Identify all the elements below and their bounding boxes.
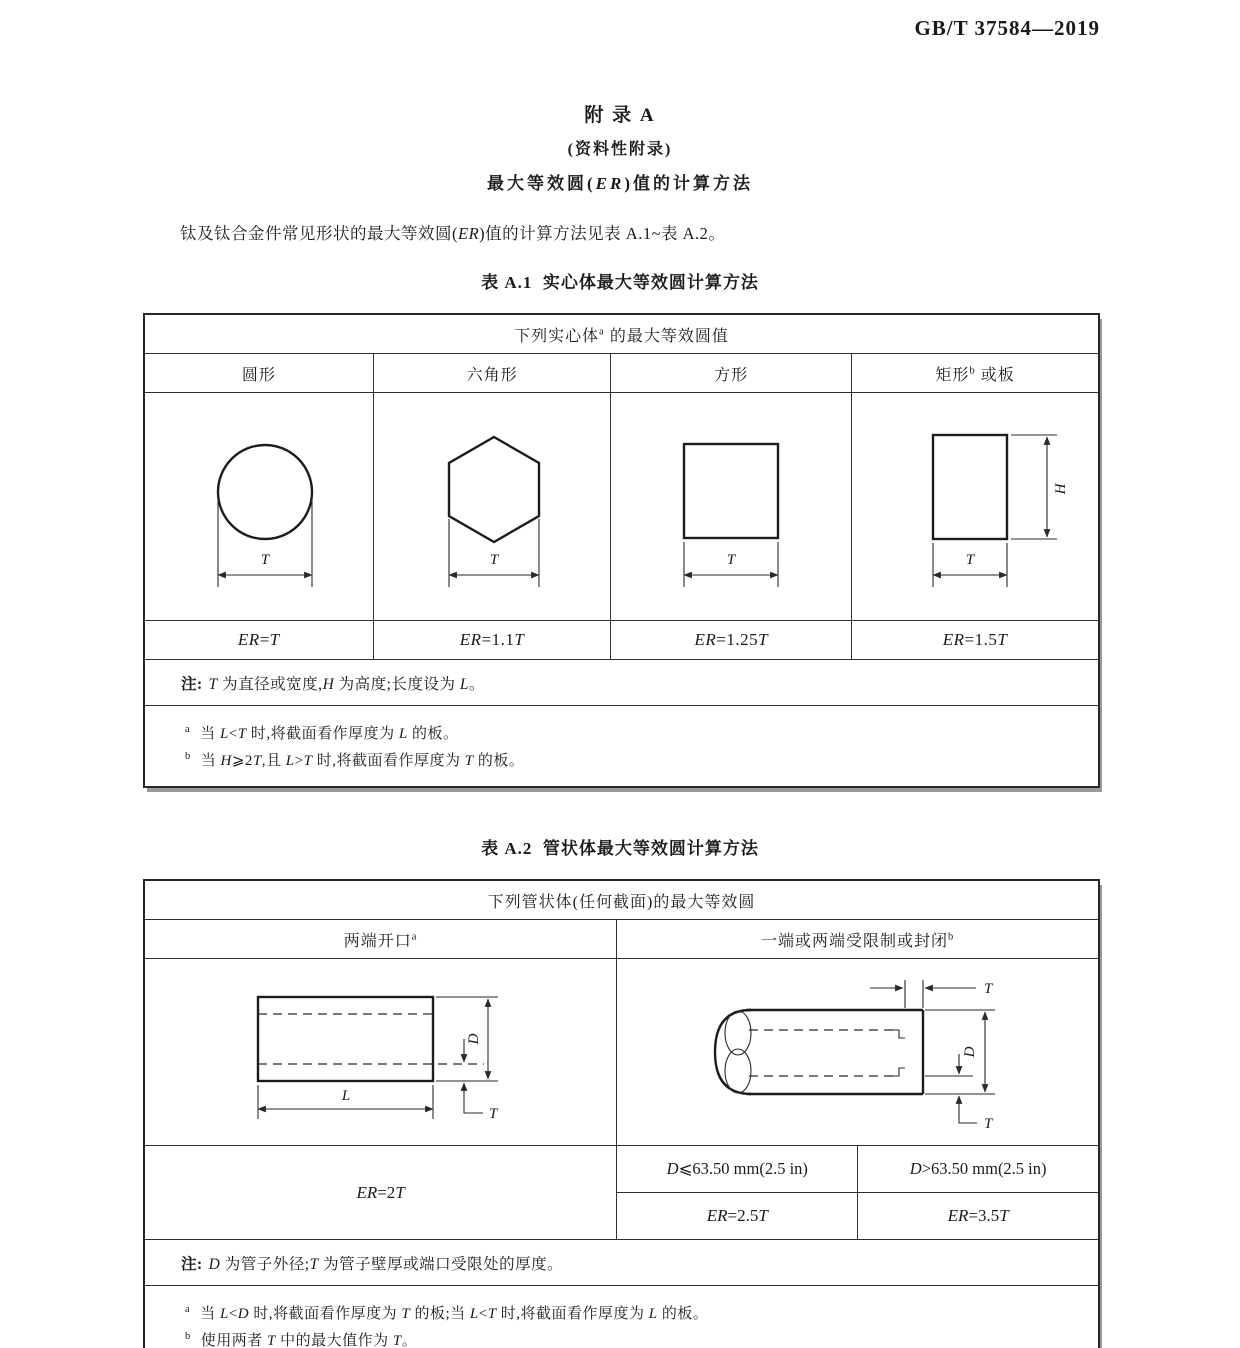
dim-label-t: T xyxy=(727,551,736,568)
dim-label-t: T xyxy=(489,551,498,568)
column-label: 圆形 xyxy=(241,366,276,384)
footnote-text: 当 H⩾2T,且 L>T 时,将截面看作厚度为 T 的板。 xyxy=(200,753,525,769)
note-text: D 为管子外径;T 为管子壁厚或端口受限处的厚度。 xyxy=(208,1255,564,1273)
condition-small-diameter: D⩽63.50 mm(2.5 in) xyxy=(617,1146,858,1193)
rectangle-diagram-cell xyxy=(852,393,1099,621)
footnote-text: 使用两者 T 中的最大值作为 T。 xyxy=(200,1333,418,1348)
formula-hexagon: ER=1.1T xyxy=(373,621,611,660)
rectangle-shape-diagram xyxy=(855,407,1095,607)
column-label: 六角形 xyxy=(466,366,518,384)
dim-label-h: H xyxy=(1053,483,1070,494)
footnote-b xyxy=(185,749,1088,770)
dim-label-d: D xyxy=(465,1033,482,1045)
circle-diagram-cell xyxy=(144,393,373,621)
column-footnote-mark: b xyxy=(969,365,976,377)
table-a2-note xyxy=(144,1240,1099,1286)
column-header-closed-ends xyxy=(617,920,1099,959)
dim-label-d: D xyxy=(961,1046,978,1058)
table-a2-footnotes xyxy=(144,1286,1099,1348)
table-a2-caption: 表 A.2 管状体最大等效圆计算方法 xyxy=(481,839,759,858)
formula-small-diameter: ER=2.5T xyxy=(617,1193,858,1240)
hexagon-diagram-cell xyxy=(373,393,611,621)
table-a1-note xyxy=(144,660,1099,706)
table-a1-header-text: 下列实心体 xyxy=(514,327,600,345)
table-a1-header-footnote-mark: a xyxy=(599,326,605,338)
column-header-rectangle xyxy=(852,354,1099,393)
table-a1-header-rest: 的最大等效圆值 xyxy=(604,327,729,345)
table-a2-header: 下列管状体(任何截面)的最大等效圆 xyxy=(144,880,1099,920)
square-shape-diagram xyxy=(611,407,851,607)
intro-paragraph: 钛及钛合金件常见形状的最大等效圆(ER)值的计算方法见表 A.1~表 A.2。 xyxy=(180,224,726,243)
hexagon-shape-diagram xyxy=(374,407,614,607)
dim-label-t: T xyxy=(965,551,975,568)
tube-open-diagram xyxy=(146,967,616,1137)
appendix-heading: 最大等效圆(ER)值的计算方法 xyxy=(486,174,754,193)
column-header-open-ends xyxy=(144,920,617,959)
tube-closed-diagram xyxy=(618,967,1098,1137)
footnote-b xyxy=(185,1329,1088,1348)
condition-large-diameter: D>63.50 mm(2.5 in) xyxy=(858,1146,1099,1193)
column-label: 两端开口 xyxy=(343,932,412,950)
dim-label-t: T xyxy=(488,1106,497,1122)
dim-label-t: T xyxy=(983,1116,992,1132)
footnote-a xyxy=(185,1302,1088,1323)
column-label: 方形 xyxy=(714,366,749,384)
circle-shape-diagram xyxy=(145,407,385,607)
formula-square: ER=1.25T xyxy=(611,621,852,660)
formula-circle: ER=T xyxy=(144,621,373,660)
tube-closed-diagram-cell xyxy=(617,959,1099,1146)
note-text: T 为直径或宽度,H 为高度;长度设为 L。 xyxy=(208,675,485,693)
table-a1-footnotes xyxy=(144,706,1099,788)
note-label: 注: xyxy=(181,675,203,693)
appendix-subtitle: (资料性附录) xyxy=(567,141,673,158)
note-label: 注: xyxy=(181,1255,203,1273)
footnote-marker: b xyxy=(185,751,191,762)
table-a2 xyxy=(143,879,1100,1348)
tube-open-diagram-cell xyxy=(144,959,617,1146)
column-label-rest: 或板 xyxy=(975,366,1015,384)
footnote-text: 当 L<T 时,将截面看作厚度为 L 的板。 xyxy=(200,726,459,742)
square-diagram-cell xyxy=(611,393,852,621)
column-label: 矩形 xyxy=(935,366,970,384)
column-header-square xyxy=(611,354,852,393)
footnote-marker: a xyxy=(185,724,191,735)
formula-large-diameter: ER=3.5T xyxy=(858,1193,1099,1240)
column-label: 一端或两端受限制或封闭 xyxy=(760,932,948,950)
dim-label-l: L xyxy=(341,1088,350,1104)
footnote-marker: a xyxy=(185,1304,191,1315)
standard-number: GB/T 37584—2019 xyxy=(914,16,1100,40)
formula-rectangle: ER=1.5T xyxy=(852,621,1099,660)
column-footnote-mark: a xyxy=(411,931,418,943)
dim-label-t: T xyxy=(260,551,270,568)
table-a1-caption: 表 A.1 实心体最大等效圆计算方法 xyxy=(481,273,759,292)
footnote-marker: b xyxy=(185,1331,191,1342)
footnote-text: 当 L<D 时,将截面看作厚度为 T 的板;当 L<T 时,将截面看作厚度为 L 的板。 xyxy=(200,1306,709,1322)
column-footnote-mark: b xyxy=(947,931,955,943)
dim-label-t: T xyxy=(983,981,992,997)
footnote-a xyxy=(185,722,1088,743)
column-header-hexagon xyxy=(373,354,611,393)
formula-open-ends: ER=2T xyxy=(144,1146,617,1240)
table-a1-header xyxy=(144,314,1099,354)
table-a1 xyxy=(143,313,1100,788)
appendix-title: 附 录 A xyxy=(584,105,656,126)
column-header-circle xyxy=(144,354,373,393)
